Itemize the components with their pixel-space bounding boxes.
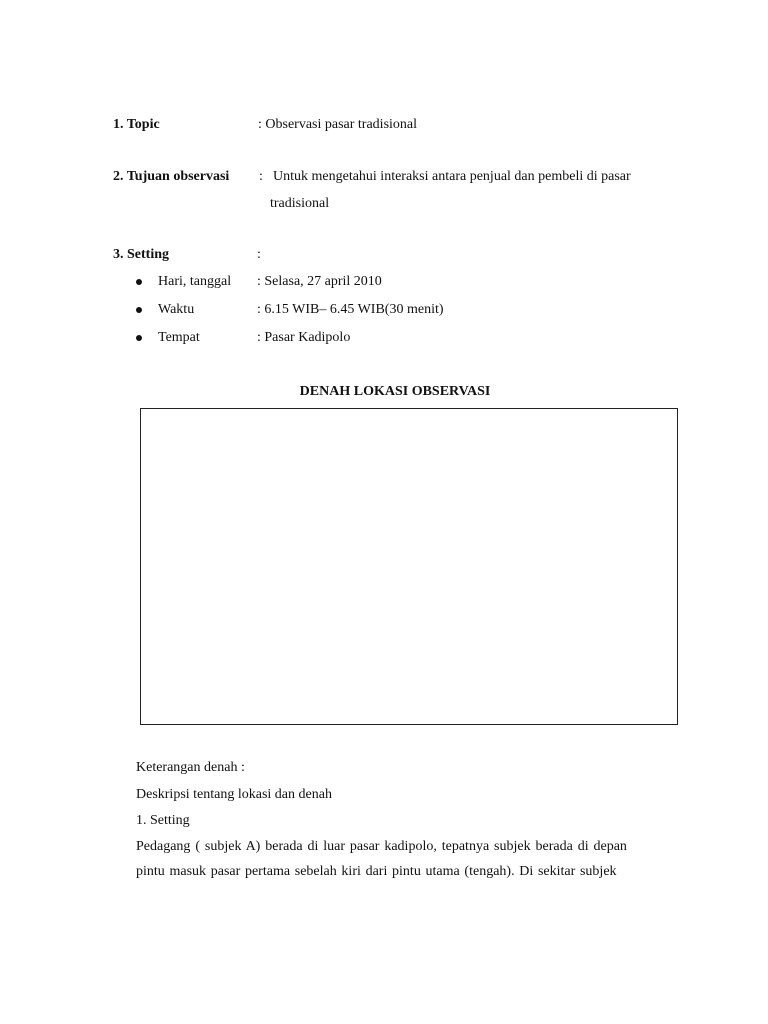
setting-subheading: 1. Setting (136, 813, 190, 828)
keterangan-heading: Keterangan denah : (136, 760, 245, 775)
tujuan-line-2: tradisional (270, 196, 330, 211)
bullet-icon (136, 335, 142, 341)
tujuan-label: 2. Tujuan observasi (113, 169, 230, 184)
denah-title: DENAH LOKASI OBSERVASI (299, 384, 491, 399)
setting-item-value: : 6.15 WIB– 6.45 WIB(30 menit) (257, 302, 444, 317)
bullet-icon (136, 279, 142, 285)
tujuan-line-1: Untuk mengetahui interaksi antara penjual dan pembeli di pasar (273, 169, 631, 184)
setting-item-label: Tempat (158, 330, 200, 345)
setting-item-value: : Selasa, 27 april 2010 (257, 274, 382, 289)
topic-label: 1. Topic (113, 117, 160, 132)
setting-item-label: Waktu (158, 302, 195, 317)
denah-map-box (140, 408, 678, 725)
setting-label: 3. Setting (113, 247, 169, 262)
bullet-icon (136, 307, 142, 313)
topic-value: : Observasi pasar tradisional (258, 117, 418, 132)
paragraph-line-2: pintu masuk pasar pertama sebelah kiri dari pintu utama (tengah). Di sekitar subjek (136, 864, 617, 879)
setting-separator: : (257, 247, 261, 262)
setting-item-label: Hari, tanggal (158, 274, 232, 289)
paragraph-line-1: Pedagang ( subjek A) berada di luar pasar kadipolo, tepatnya subjek berada di depan (136, 839, 627, 854)
tujuan-separator: : (259, 169, 263, 184)
deskripsi-line: Deskripsi tentang lokasi dan denah (136, 787, 332, 802)
setting-item-value: : Pasar Kadipolo (257, 330, 351, 345)
